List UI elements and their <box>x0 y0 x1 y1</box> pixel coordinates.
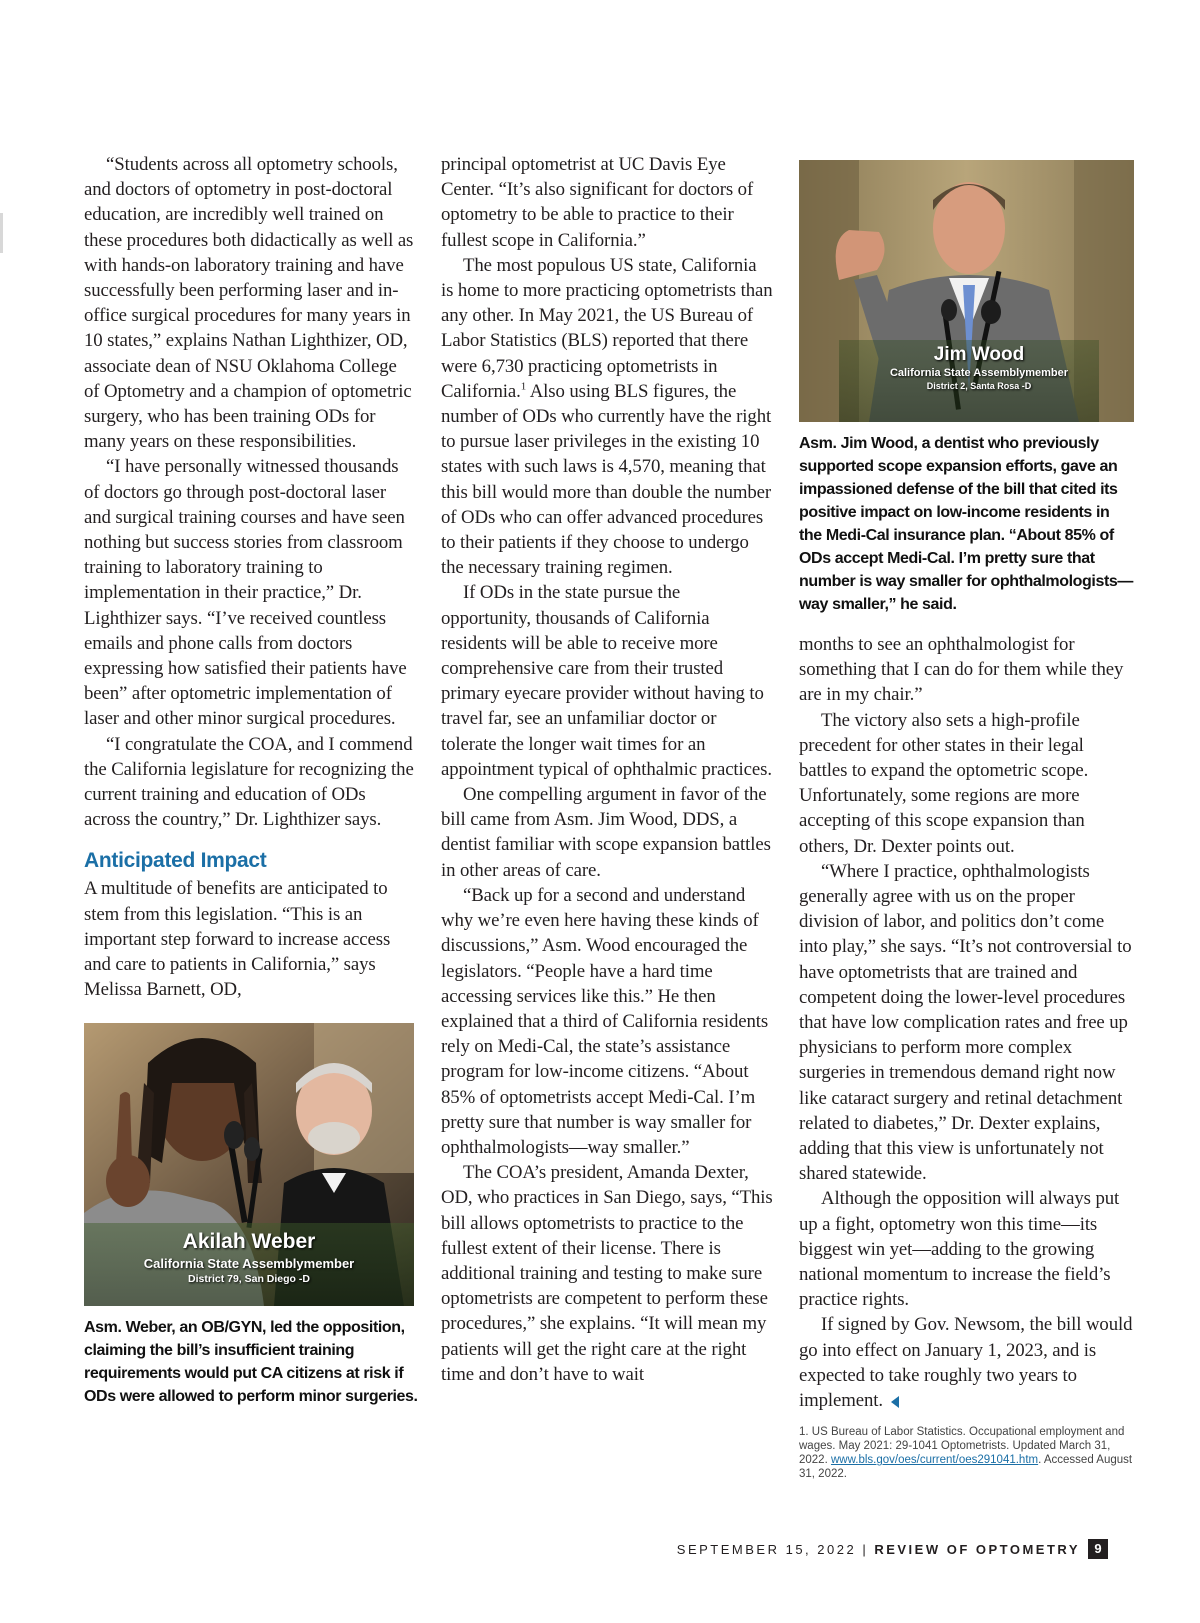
footnote-text: . Accessed August 31, 2022. <box>799 1454 1133 1481</box>
column-3 <box>799 160 1134 1481</box>
paragraph <box>441 253 773 581</box>
margin-tick <box>0 213 3 253</box>
paragraph: “Where I practice, ophthalmologists generally agree with us on the proper division of labor, and politics don’t come into play,” she says. “It’s not controversial to have optometrists that are trained and competent doing the lower-level procedures that have low complication rates and free up physicians to perform more complex surgeries in tremendous demand right now like cataract surgery and retinal detachment related to diabetes,” Dr. Dexter explains, adding that this view is unfortunately not shared statewide. <box>799 860 1132 1185</box>
paragraph-text: Also using BLS figures, the number of ODs who currently have the right to pursue laser privileges in the existing 10 states with such laws is 4,570, meaning that this bill would more than double the number of ODs who can offer advanced procedures to their patients if they choose to undergo the necessary training regimen. <box>441 380 772 579</box>
photo-name: Jim Wood <box>933 344 1025 365</box>
footer-separator: | <box>856 1541 875 1557</box>
paragraph: “Students across all optometry schools, and doctors of optometry in post-doctoral education, are incredibly well trained on these procedures both didactically as well as with hands-on laboratory training and have successfully been performing laser and in-office surgical procedures for many years in 10 states,” explains Nathan Lighthizer, OD, associate dean of NSU Oklahoma College of Optometry and a champion of optometric surgery, who has been training ODs for many years on these responsibilities. <box>84 154 414 453</box>
paragraph-text: If signed by Gov. Newsom, the bill would go into effect on January 1, 2023, and is expected to take roughly two years to implement. <box>799 1314 1133 1412</box>
paragraph: months to see an ophthalmologist for something that I can do for them while they are in my chair.” <box>799 634 1124 706</box>
paragraph: principal optometrist at UC Davis Eye Center. “It’s also significant for doctors of optometry to be able to practice to their fullest scope in California.” <box>441 154 754 251</box>
paragraph: The COA’s president, Amanda Dexter, OD, who practices in San Diego, says, “This bill allows optometrists to practice to the fullest extent of their license. There is additional training and testing to make sure optometrists are competent to perform these procedures,” she explains. “It will mean my patients will get the right care at the right time and don’t have to wait <box>441 1162 773 1385</box>
publication-name: REVIEW OF OPTOMETRY <box>874 1541 1080 1557</box>
photo-title: California State Assemblymember <box>143 1255 355 1271</box>
photo-title: California State Assemblymember <box>889 367 1069 379</box>
footnote <box>799 1425 1134 1481</box>
weber-photo <box>84 1023 414 1306</box>
photo-district: District 2, Santa Rosa -D <box>926 381 1032 391</box>
paragraph: Although the opposition will always put up a fight, optometry won this time—its biggest win yet—adding to the growing national momentum to increase the field’s practice rights. <box>799 1188 1120 1311</box>
paragraph: A multitude of benefits are anticipated to stem from this legislation. “This is an important step forward to increase access and care to patients in California,” says Melissa Barnett, OD, <box>84 878 391 1001</box>
issue-date: SEPTEMBER 15, 2022 <box>676 1541 857 1557</box>
paragraph-text: The most populous US state, California is home to more practicing optometrists than any other. In May 2021, the US Bureau of Labor Statistics (BLS) reported that there were 6,730 practicing optometrists in California. <box>441 254 773 402</box>
paragraph: “I congratulate the COA, and I commend the California legislature for recognizing the current training and education of ODs across the country,” Dr. Lighthizer says. <box>84 733 414 831</box>
column-1 <box>84 152 418 1408</box>
footnote-text: 1. US Bureau of Labor Statistics. Occupational employment and wages. May 2021: 29-1041 Optometrists. Updated March 31, 2022. <box>799 1426 1125 1467</box>
photo-caption: Asm. Jim Wood, a dentist who previously supported scope expansion efforts, gave an impassioned defense of the bill that cited its positive impact on low-income residents in the Medi-Cal insurance plan. “About 85% of ODs accept Medi-Cal. I’m pretty sure that number is way smaller for ophthalmologists—way smaller,” he said. <box>799 435 1133 613</box>
photo-caption: Asm. Weber, an OB/GYN, led the opposition, claiming the bill’s insufficient training requirements would put CA citizens at risk if ODs were allowed to perform minor surgeries. <box>84 1318 418 1405</box>
footnote-ref: 1 <box>520 380 527 393</box>
section-heading: Anticipated Impact <box>84 849 267 873</box>
column-2 <box>441 152 773 1387</box>
photo-district: District 79, San Diego -D <box>188 1272 310 1285</box>
paragraph: “Back up for a second and understand why we’re even here having these kinds of discussions,” Asm. Wood encouraged the legislators. “People have a hard time accessing services like this.” He then explained that a third of California residents rely on Medi-Cal, the state’s assistance program for low-income citizens. “About 85% of optometrists accept Medi-Cal. I’m pretty sure that number is way smaller for ophthalmologists—way smaller.” <box>441 884 769 1158</box>
wood-photo <box>799 160 1134 422</box>
page-footer <box>677 1539 1108 1559</box>
end-mark-icon <box>891 1396 899 1408</box>
page-number: 9 <box>1088 1539 1108 1559</box>
paragraph: One compelling argument in favor of the bill came from Asm. Jim Wood, DDS, a dentist familiar with scope expansion battles in other areas of care. <box>441 784 771 881</box>
paragraph: The victory also sets a high-profile precedent for other states in their legal battles to expand the optometric scope. Unfortunately, some regions are more accepting of this scope expansion than others, Dr. Dexter points out. <box>799 709 1089 857</box>
photo-name: Akilah Weber <box>182 1229 316 1253</box>
paragraph: If ODs in the state pursue the opportunity, thousands of California residents will be able to receive more comprehensive care from their trusted primary eyecare provider without having to travel far, see an unfamiliar doctor or tolerate the longer wait times for an appointment typical of ophthalmic practices. <box>441 582 772 780</box>
paragraph <box>799 1312 1134 1413</box>
footnote-link[interactable]: www.bls.gov/oes/current/oes291041.htm <box>830 1454 1039 1467</box>
paragraph: “I have personally witnessed thousands of doctors go through post-doctoral laser and surgical training courses and have seen nothing but success stories from classroom training to laboratory training to implementation in their practice,” Dr. Lighthizer says. “I’ve received countless emails and phone calls from doctors expressing how satisfied their patients have been” after optometric implementation of laser and other minor surgical procedures. <box>84 456 407 730</box>
